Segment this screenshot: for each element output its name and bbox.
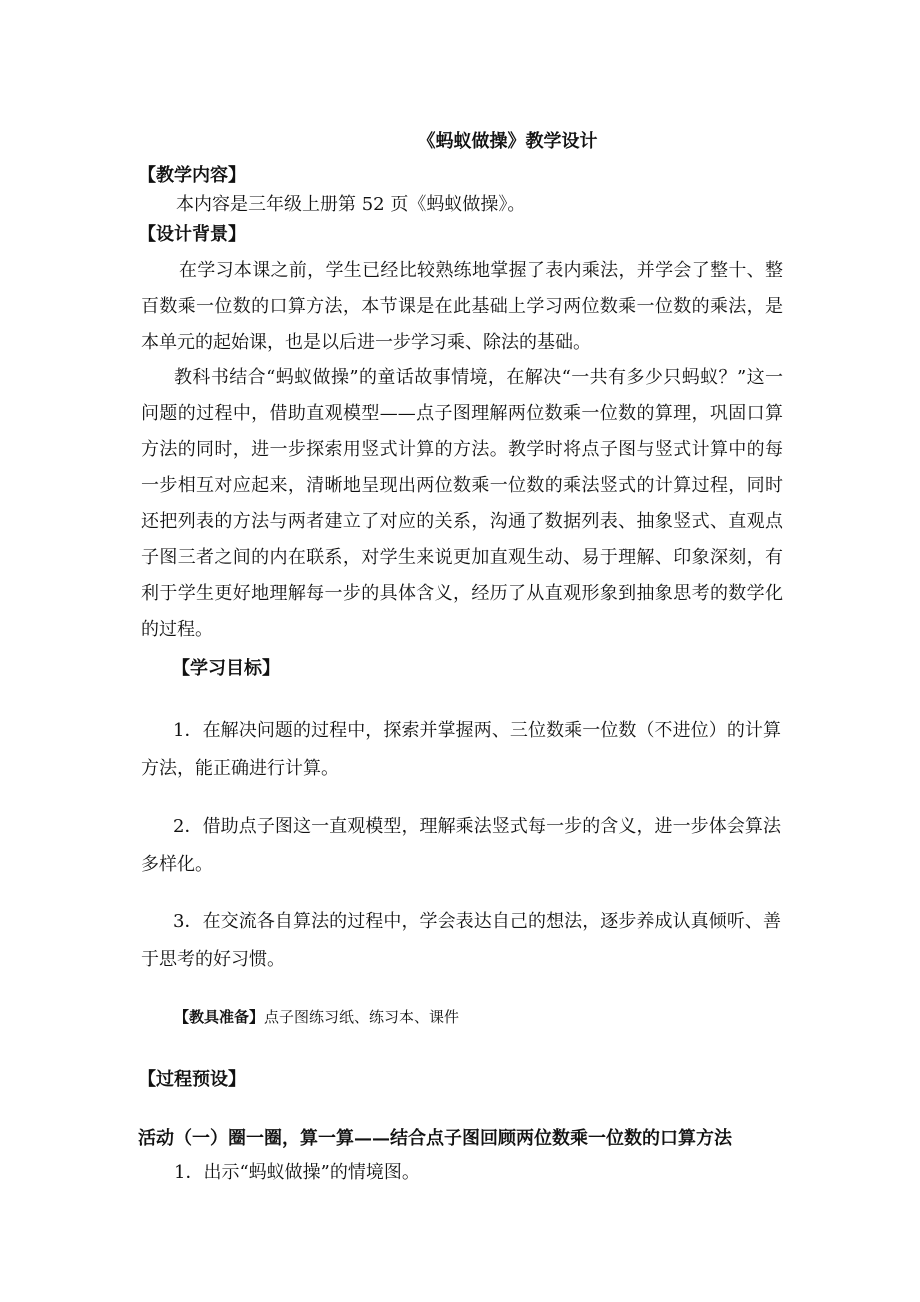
activity-1-step-1: 1．出示“蚂蚁做操”的情境图。 [174,1162,420,1183]
content-heading: 【教学内容】 [138,165,246,186]
goal-item-1: 1．在解决问题的过程中，探索并掌握两、三位数乘一位数（不进位）的计算方法，能正确进行计算。 [141,720,781,779]
content-text: 本内容是三年级上册第 52 页《蚂蚁做操》。 [176,194,526,215]
background-paragraph-1: 在学习本课之前，学生已经比较熟练地掌握了表内乘法，并学会了整十、整百数乘一位数的口算方法，本节课是在此基础上学习两位数乘一位数的乘法，是本单元的起始课，也是以后进一步学习乘、除法的基础。 [141,260,783,353]
background-heading: 【设计背景】 [138,224,246,245]
goal-item-2: 2．借助点子图这一直观模型，理解乘法竖式每一步的含义，进一步体会算法多样化。 [141,816,781,875]
process-heading: 【过程预设】 [138,1069,246,1090]
document-title: 《蚂蚁做操》教学设计 [417,131,598,152]
goals-heading: 【学习目标】 [172,658,280,679]
tools-text: 点子图练习纸、练习本、课件 [264,1008,460,1026]
background-paragraph-2: 教科书结合“蚂蚁做操”的童话故事情境，在解决“一共有多少只蚂蚁？”这一问题的过程中，借助直观模型——点子图理解两位数乘一位数的算理，巩固口算方法的同时，进一步探索用竖式计算的方法。教学时将点子图与竖式计算中的每一步相互对应起来，清晰地呈现出两位数乘一位数的乘法竖式的计算过程，同时还把列表的方法与两者建立了对应的关系，沟通了数据列表、抽象竖式、直观点子图三者之间的内在联系，对学生来说更加直观生动、易于理解、印象深刻，有利于学生更好地理解每一步的具体含义，经历了从直观形象到抽象思考的数学化的过程。 [141,367,783,640]
goal-item-3: 3．在交流各自算法的过程中，学会表达自己的想法，逐步养成认真倾听、善于思考的好习惯。 [141,911,781,970]
activity-1-heading: 活动（一）圈一圈，算一算——结合点子图回顾两位数乘一位数的口算方法 [138,1128,732,1149]
tools-heading: 【教具准备】 [174,1008,265,1026]
tools-line [174,1004,459,1030]
